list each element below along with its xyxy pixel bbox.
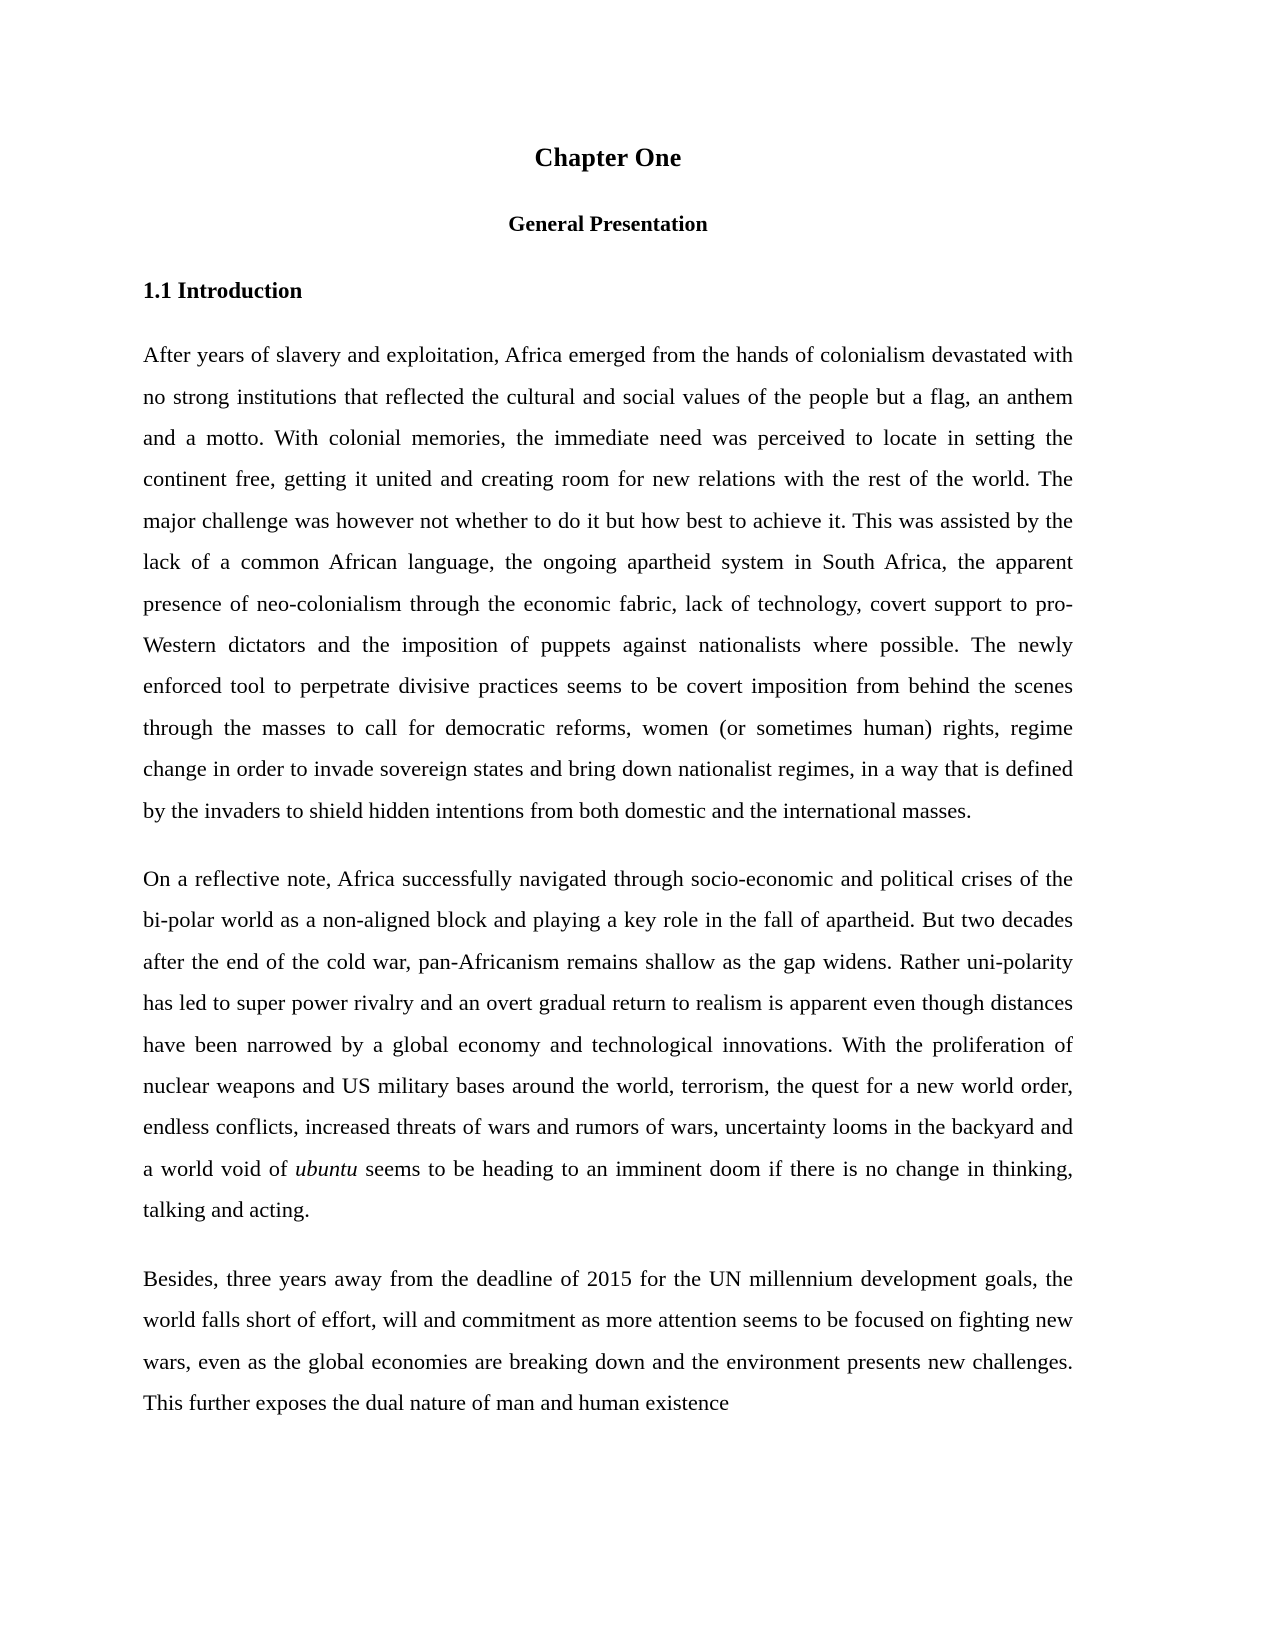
paragraph-3: Besides, three years away from the deadline of 2015 for the UN millennium development goals, the world falls short of effort, will and commitment as more attention seems to be focused on fighting new wars, even as the global economies are breaking down and the environment presents new challenges. This further exposes the dual nature of man and human existence [143, 1265, 1073, 1415]
italic-term-ubuntu: ubuntu [295, 1155, 358, 1181]
paragraph-2-text-after-italic: seems to be heading to an imminent doom if there is no change in thinking, talking and acting. [143, 1155, 1073, 1223]
page-content-column [143, 0, 1073, 1423]
chapter-subtitle: General Presentation [508, 211, 708, 237]
paragraph-2 [143, 831, 1073, 1231]
chapter-title: Chapter One [534, 143, 682, 172]
paragraph-1: After years of slavery and exploitation, Africa emerged from the hands of colonialism devastated with no strong institutions that reflected the cultural and social values of the people but a flag, an anthem and a motto. With colonial memories, the immediate need was perceived to locate in setting the continent free, getting it united and creating room for new relations with the rest of the world. The major challenge was however not whether to do it but how best to achieve it. This was assisted by the lack of a common African language, the ongoing apartheid system in South Africa, the apparent presence of neo-colonialism through the economic fabric, lack of technology, covert support to pro-Western dictators and the imposition of puppets against nationalists where possible. The newly enforced tool to perpetrate divisive practices seems to be covert imposition from behind the scenes through the masses to call for democratic reforms, women (or sometimes human) rights, regime change in order to invade sovereign states and bring down nationalist regimes, in a way that is defined by the invaders to shield hidden intentions from both domestic and the international masses. [143, 342, 1073, 823]
section-heading-introduction: 1.1 Introduction [143, 277, 303, 303]
paragraph-2-text-before-italic: On a reflective note, Africa successfully navigated through socio-economic and political crises of the bi-polar world as a non-aligned block and playing a key role in the fall of apartheid. But two decades after the end of the cold war, pan-Africanism remains shallow as the gap widens. Rather uni-polarity has led to super power rivalry and an overt gradual return to realism is apparent even though distances have been narrowed by a global economy and technological innovations. With the proliferation of nuclear weapons and US military bases around the world, terrorism, the quest for a new world order, endless conflicts, increased threats of wars and rumors of wars, uncertainty looms in the backyard and a world void of [143, 866, 1073, 1181]
